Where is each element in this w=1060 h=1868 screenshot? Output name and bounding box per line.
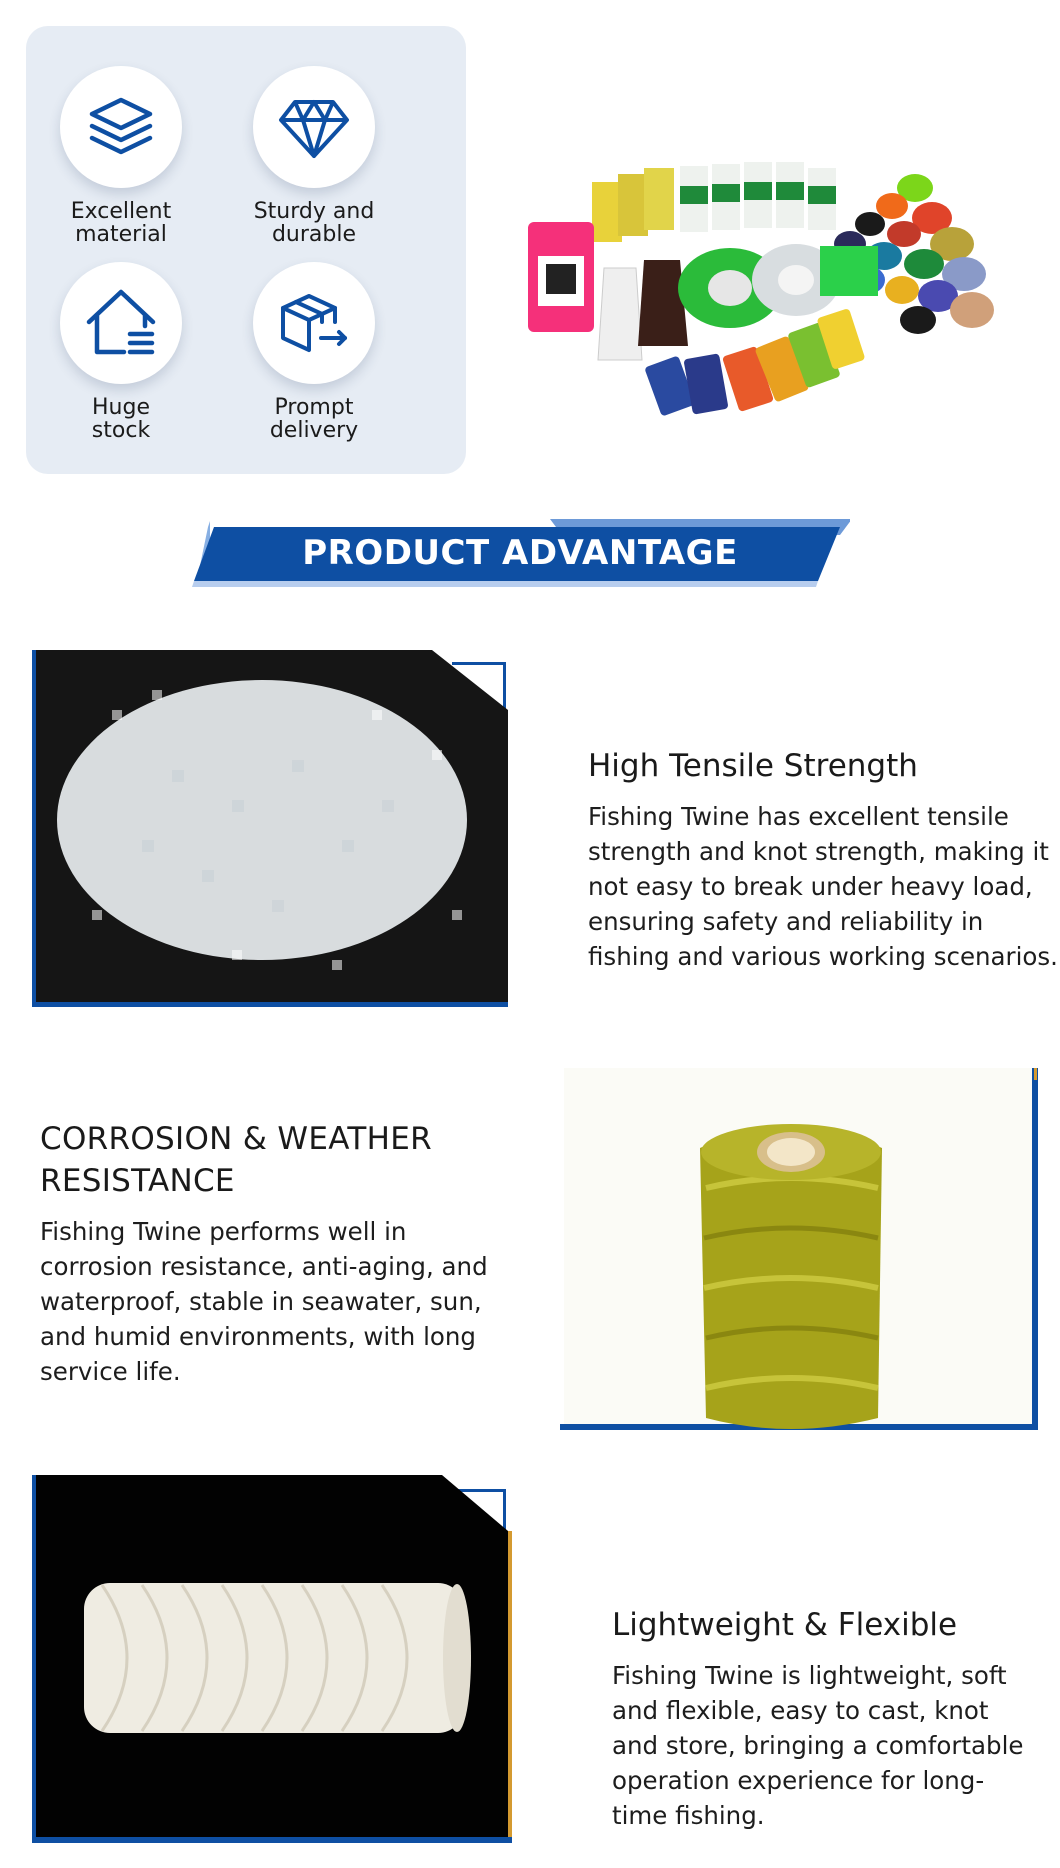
warehouse-icon [84,286,158,360]
section-1-title: High Tensile Strength [588,748,918,784]
diamond-icon [277,90,351,164]
feature-sturdy-durable [219,66,409,246]
feature-label: Sturdy and durable [253,199,375,247]
section-1-photo-frame [32,650,512,1015]
section-2-title: CORROSION & WEATHER RESISTANCE [40,1121,432,1199]
feature-label: Huge stock [91,395,151,443]
layers-icon [84,90,158,164]
feature-excellent-material [26,66,216,246]
feature-icon-circle [60,66,182,188]
feature-label: Excellent material [70,199,172,247]
yellow-spool-photo [560,1068,1042,1438]
features-card [26,26,466,474]
feature-icon-circle [253,262,375,384]
feature-prompt-delivery [219,262,409,442]
section-2-photo-frame [560,1068,1042,1438]
banner-title: PRODUCT ADVANTAGE [302,533,738,573]
section-3-photo-frame [32,1475,518,1847]
section-2-body: Fishing Twine performs well in corrosion resistance, anti-aging, and waterproof, stable in seawater, sun, and humid environments, with long service life. [40,1217,488,1386]
pellets-photo [32,650,508,1010]
delivery-box-icon [277,286,351,360]
feature-label: Prompt delivery [269,395,359,443]
section-3-title: Lightweight & Flexible [612,1607,958,1643]
product-advantage-banner [190,515,850,587]
feature-huge-stock [26,262,216,442]
feature-icon-circle [60,262,182,384]
feature-icon-circle [253,66,375,188]
section-3-body: Fishing Twine is lightweight, soft and flexible, easy to cast, knot and store, bringing a comfortable operation experience for long-time fishing. [612,1661,1024,1830]
white-spool-photo [32,1475,518,1847]
twine-spools-photo [520,160,1000,440]
section-1-body: Fishing Twine has excellent tensile strength and knot strength, making it not easy to break under heavy load, ensuring safety and reliability in fishing and various working scenarios. [588,802,1058,971]
